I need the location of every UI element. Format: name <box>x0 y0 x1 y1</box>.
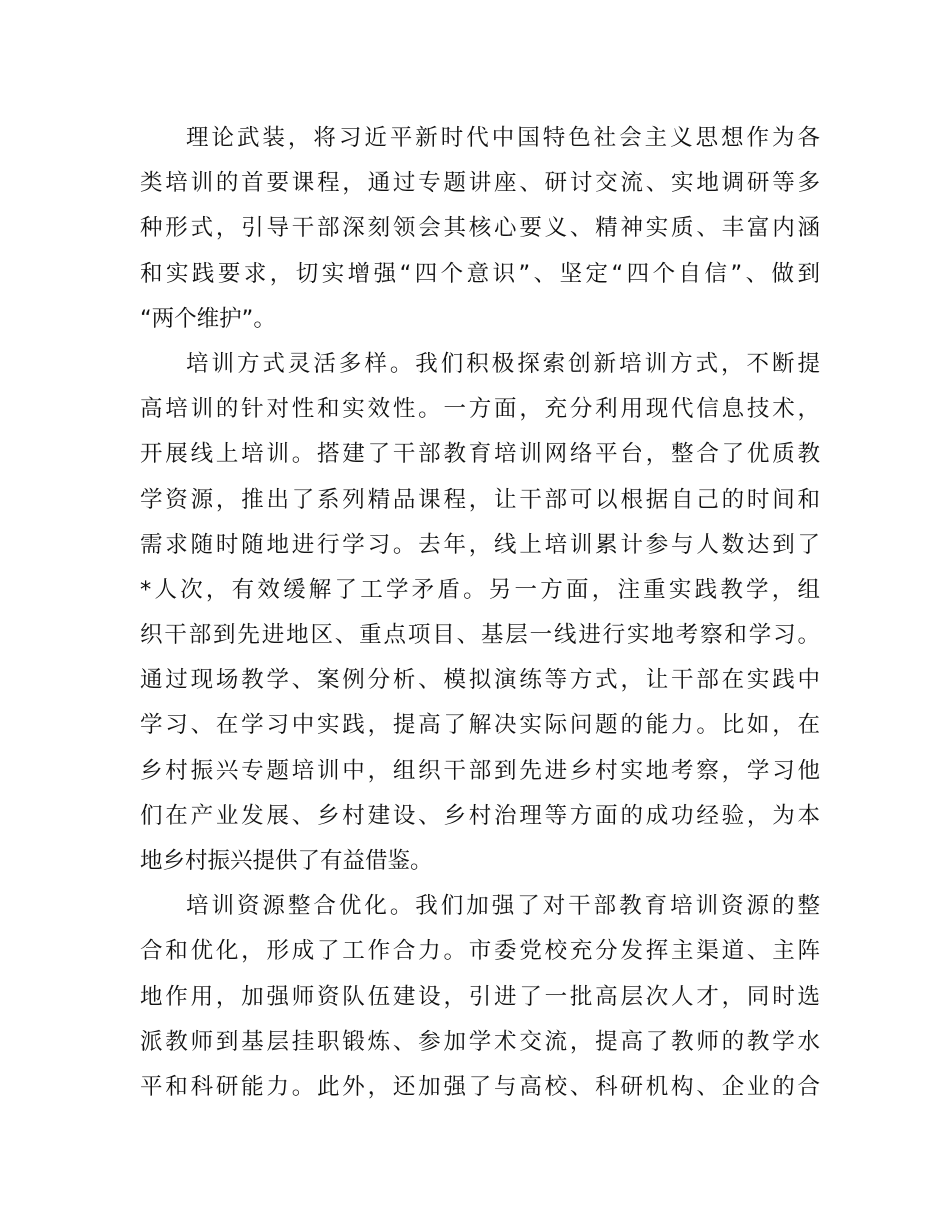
text-line: 学资源，推出了系列精品课程，让干部可以根据自己的时间和 <box>140 486 820 513</box>
text-line: 派教师到基层挂职锻炼、参加学术交流，提高了教师的教学水 <box>140 1028 820 1055</box>
text-line: 学习、在学习中实践，提高了解决实际问题的能力。比如，在 <box>140 712 820 739</box>
text-line: 通过现场教学、案例分析、模拟演练等方式，让干部在实践中 <box>140 667 820 694</box>
text-line: “两个维护”。 <box>140 305 276 332</box>
text-line: 和实践要求，切实增强“四个意识”、坚定“四个自信”、做到 <box>140 260 820 287</box>
text-line: 地乡村振兴提供了有益借鉴。 <box>140 848 433 874</box>
text-line: 开展线上培训。搭建了干部教育培训网络平台，整合了优质教 <box>140 441 820 468</box>
text-line: 培训资源整合优化。我们加强了对干部教育培训资源的整 <box>186 893 820 920</box>
text-line: 地作用，加强师资队伍建设，引进了一批高层次人才，同时选 <box>140 983 820 1010</box>
paragraph-resource-integration <box>140 884 820 1110</box>
text-line: 培训方式灵活多样。我们积极探索创新培训方式，不断提 <box>186 350 820 377</box>
text-line: 们在产业发展、乡村建设、乡村治理等方面的成功经验，为本 <box>140 802 820 829</box>
text-line: 需求随时随地进行学习。去年，线上培训累计参与人数达到了 <box>140 531 820 558</box>
text-line: 种形式，引导干部深刻领会其核心要义、精神实质、丰富内涵 <box>140 215 820 242</box>
text-line: 理论武装，将习近平新时代中国特色社会主义思想作为各 <box>186 125 820 151</box>
paragraph-training-methods <box>140 342 820 884</box>
paragraph-theory <box>140 116 820 342</box>
text-line: 织干部到先进地区、重点项目、基层一线进行实地考察和学习。 <box>140 622 820 649</box>
text-line: 类培训的首要课程，通过专题讲座、研讨交流、实地调研等多 <box>140 170 820 197</box>
text-line: 乡村振兴专题培训中，组织干部到先进乡村实地考察，学习他 <box>140 757 820 784</box>
text-line: *人次，有效缓解了工学矛盾。另一方面，注重实践教学，组 <box>140 576 820 603</box>
text-line: 高培训的针对性和实效性。一方面，充分利用现代信息技术， <box>140 396 820 423</box>
document-body <box>140 116 820 1110</box>
text-line: 平和科研能力。此外，还加强了与高校、科研机构、企业的合 <box>140 1073 820 1100</box>
text-line: 合和优化，形成了工作合力。市委党校充分发挥主渠道、主阵 <box>140 938 820 965</box>
